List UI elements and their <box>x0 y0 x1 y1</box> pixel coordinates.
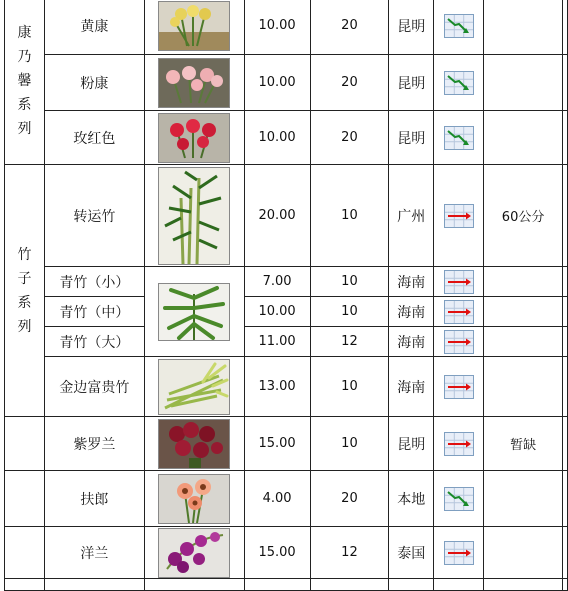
product-name: 黄康 <box>44 0 144 55</box>
origin-cell: 海南 <box>389 327 434 357</box>
quantity-cell: 10 <box>310 357 389 417</box>
trend-down-icon <box>444 487 474 511</box>
note-cell: 暂缺 <box>484 417 563 471</box>
price-cell: 11.00 <box>244 327 310 357</box>
note-cell <box>484 55 563 111</box>
quantity-cell: 20 <box>310 0 389 55</box>
product-photo-cell <box>144 0 244 55</box>
product-name: 青竹（大） <box>44 327 144 357</box>
product-name: 玫红色 <box>44 111 144 165</box>
origin-cell: 昆明 <box>389 0 434 55</box>
trend-flat-icon <box>444 541 474 565</box>
trend-cell <box>434 357 484 417</box>
price-cell: 13.00 <box>244 357 310 417</box>
product-photo-cell <box>144 471 244 527</box>
trend-cell <box>434 111 484 165</box>
note-cell <box>484 267 563 297</box>
orchid-photo <box>158 528 230 578</box>
table-row[interactable] <box>5 327 568 357</box>
trend-down-icon <box>444 126 474 150</box>
quantity-cell: 20 <box>310 55 389 111</box>
edge-cell <box>562 357 567 417</box>
trend-flat-icon <box>444 300 474 324</box>
origin-cell: 海南 <box>389 357 434 417</box>
category-bamboo: 竹子系列 <box>5 165 45 417</box>
edge-cell <box>562 327 567 357</box>
note-cell <box>484 471 563 527</box>
table-row[interactable] <box>5 55 568 111</box>
quantity-cell: 12 <box>310 527 389 579</box>
origin-cell: 海南 <box>389 297 434 327</box>
quantity-cell: 10 <box>310 165 389 267</box>
yellow-carnation-photo <box>158 1 230 51</box>
edge-cell <box>562 165 567 267</box>
edge-cell <box>562 527 567 579</box>
note-cell <box>484 527 563 579</box>
origin-cell: 本地 <box>389 471 434 527</box>
quantity-cell: 10 <box>310 267 389 297</box>
product-photo-cell <box>144 527 244 579</box>
trend-cell <box>434 165 484 267</box>
product-name: 转运竹 <box>44 165 144 267</box>
trend-cell <box>434 0 484 55</box>
price-cell: 10.00 <box>244 111 310 165</box>
edge-cell <box>562 267 567 297</box>
product-name: 扶郎 <box>44 471 144 527</box>
trend-down-icon <box>444 71 474 95</box>
trend-flat-icon <box>444 270 474 294</box>
note-cell <box>484 327 563 357</box>
edge-cell <box>562 417 567 471</box>
table-row[interactable] <box>5 111 568 165</box>
quantity-cell: 12 <box>310 327 389 357</box>
green-bamboo-photo <box>158 283 230 341</box>
product-photo-cell <box>144 357 244 417</box>
trend-cell <box>434 417 484 471</box>
edge-cell <box>562 297 567 327</box>
trend-cell <box>434 327 484 357</box>
category-cell <box>5 527 45 579</box>
note-cell <box>484 111 563 165</box>
trend-flat-icon <box>444 432 474 456</box>
product-name: 粉康 <box>44 55 144 111</box>
category-cell <box>5 471 45 527</box>
trend-cell <box>434 297 484 327</box>
price-cell: 15.00 <box>244 527 310 579</box>
product-name: 青竹（小） <box>44 267 144 297</box>
trend-cell <box>434 471 484 527</box>
table-row[interactable] <box>5 0 568 55</box>
category-cell <box>5 417 45 471</box>
pink-carnation-photo <box>158 58 230 108</box>
product-photo-cell <box>144 55 244 111</box>
note-cell <box>484 0 563 55</box>
product-name: 紫罗兰 <box>44 417 144 471</box>
trend-flat-icon <box>444 375 474 399</box>
edge-cell <box>562 55 567 111</box>
price-table <box>4 0 568 591</box>
edge-cell <box>562 0 567 55</box>
price-cell: 10.00 <box>244 297 310 327</box>
table-row[interactable] <box>5 527 568 579</box>
origin-cell: 泰国 <box>389 527 434 579</box>
trend-down-icon <box>444 14 474 38</box>
price-cell: 20.00 <box>244 165 310 267</box>
origin-cell: 昆明 <box>389 417 434 471</box>
table-row[interactable] <box>5 267 568 297</box>
table-row[interactable] <box>5 357 568 417</box>
product-photo-cell <box>144 267 244 357</box>
price-cell: 7.00 <box>244 267 310 297</box>
price-cell: 4.00 <box>244 471 310 527</box>
origin-cell: 海南 <box>389 267 434 297</box>
trend-flat-icon <box>444 204 474 228</box>
red-carnation-photo <box>158 113 230 163</box>
category-carnation: 康乃馨系列 <box>5 0 45 165</box>
product-photo-cell <box>144 417 244 471</box>
origin-cell: 昆明 <box>389 111 434 165</box>
edge-cell <box>562 471 567 527</box>
note-cell <box>484 297 563 327</box>
note-cell <box>484 357 563 417</box>
product-name: 金边富贵竹 <box>44 357 144 417</box>
quantity-cell: 20 <box>310 471 389 527</box>
table-row[interactable] <box>5 471 568 527</box>
price-cell: 15.00 <box>244 417 310 471</box>
table-row[interactable] <box>5 297 568 327</box>
note-cell: 60公分 <box>484 165 563 267</box>
table-row[interactable] <box>5 165 568 267</box>
price-cell: 10.00 <box>244 55 310 111</box>
trend-cell <box>434 527 484 579</box>
trend-flat-icon <box>444 330 474 354</box>
lucky-bamboo-photo <box>158 167 230 265</box>
table-row[interactable] <box>5 417 568 471</box>
quantity-cell: 10 <box>310 417 389 471</box>
gerbera-photo <box>158 474 230 524</box>
trend-cell <box>434 267 484 297</box>
edge-cell <box>562 111 567 165</box>
trend-cell <box>434 55 484 111</box>
product-photo-cell <box>144 111 244 165</box>
golden-bamboo-photo <box>158 359 230 415</box>
product-name: 青竹（中） <box>44 297 144 327</box>
quantity-cell: 20 <box>310 111 389 165</box>
product-name: 洋兰 <box>44 527 144 579</box>
stock-flower-photo <box>158 419 230 469</box>
product-photo-cell <box>144 165 244 267</box>
price-cell: 10.00 <box>244 0 310 55</box>
quantity-cell: 10 <box>310 297 389 327</box>
origin-cell: 广州 <box>389 165 434 267</box>
origin-cell: 昆明 <box>389 55 434 111</box>
